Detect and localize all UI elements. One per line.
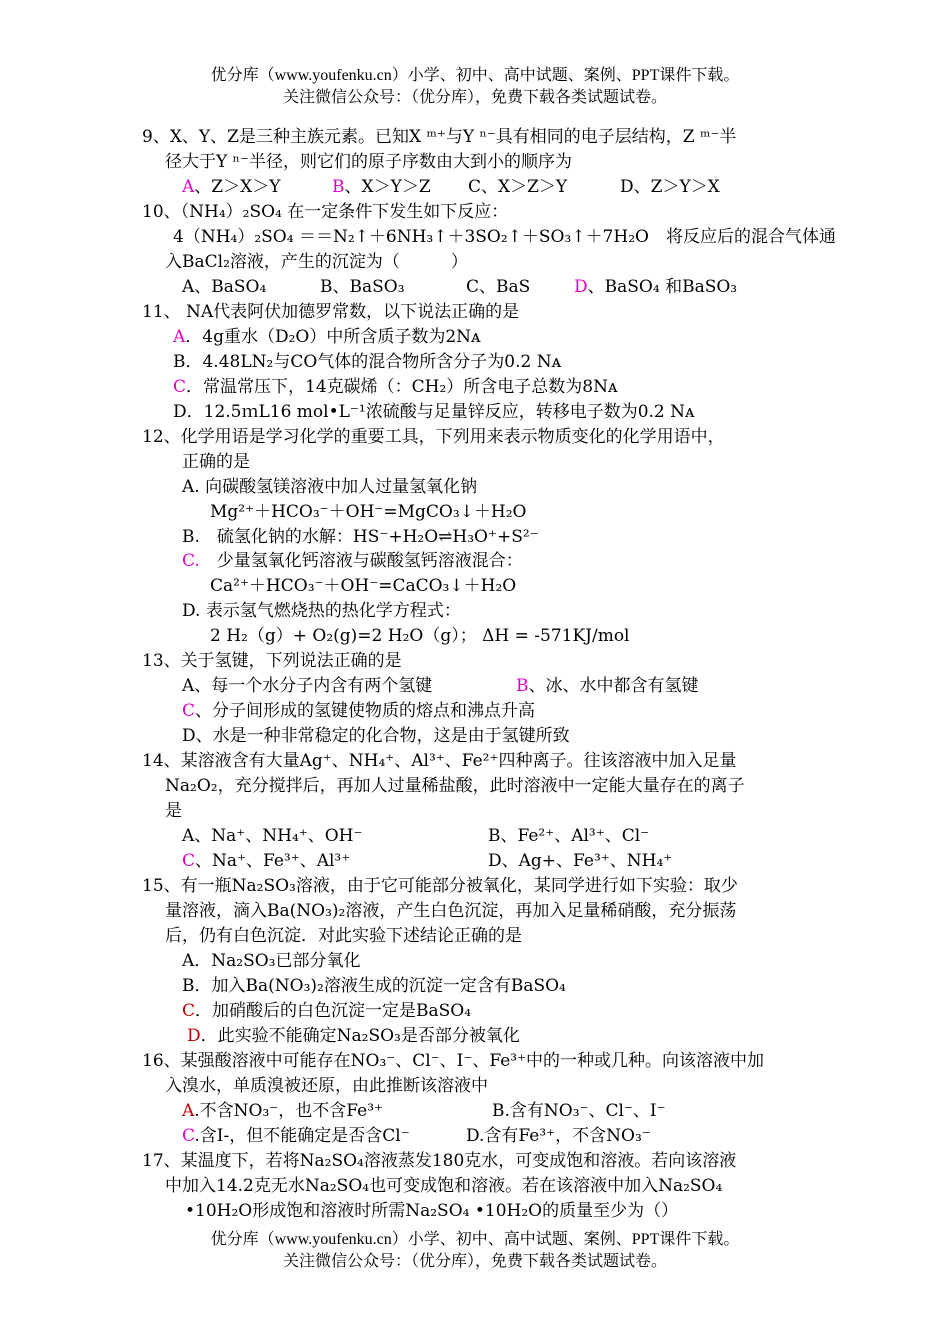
q9-options (182, 175, 720, 200)
q9-option-d: D、Z＞Y＞X (620, 177, 720, 197)
q16-option-a: .不含NO₃⁻，也不含Fe³⁺ (194, 1101, 383, 1121)
q9-line-1: 9、X、Y、Z是三种主族元素。已知X ᵐ⁺与Y ⁿ⁻具有相同的电子层结构，Z ᵐ⁻半 (142, 127, 737, 147)
q10-options (182, 275, 737, 300)
q14-line-2: Na₂O₂，充分搅拌后，再加人过量稀盐酸，此时溶液中一定能大量存在的离子 (165, 776, 745, 796)
q10-line-3: 入BaCl₂溶液，产生的沉淀为（ ） (165, 252, 468, 272)
q15-option-d: ．此实验不能确定Na₂SO₃是否部分被氧化 (200, 1026, 520, 1046)
q11-option-a-letter: A (173, 327, 186, 347)
q16-options-ab (182, 1099, 666, 1124)
q12-line-2: 正确的是 (182, 452, 250, 472)
q12-option-c: 少量氢氧化钙溶液与碳酸氢钙溶液混合： (199, 551, 523, 571)
q13-options-ab (182, 674, 699, 699)
q13-option-c-row (182, 699, 535, 724)
q12-option-a: A. 向碳酸氢镁溶液中加人过量氢氧化钠 (182, 477, 478, 497)
q15-option-d-letter: D (187, 1026, 201, 1046)
q11-option-c-row (173, 375, 618, 400)
page-footer (0, 1229, 950, 1273)
q14-option-c: 、Na⁺、Fe³⁺、Al³⁺ (195, 851, 351, 871)
q12-option-d: D. 表示氢气燃烧热的热化学方程式： (182, 601, 461, 621)
q13-option-c-letter: C (182, 701, 196, 721)
q14-option-d: D、Ag+、Fe³⁺、NH₄⁺ (488, 851, 673, 871)
q9-option-a-letter: A (182, 177, 195, 197)
q13-line-1: 13、关于氢键，下列说法正确的是 (142, 651, 402, 671)
q9-option-a: 、Z＞X＞Y (194, 177, 281, 197)
q11-option-d: D．12.5ｍL16 mol•L⁻¹浓硫酸与足量锌反应，转移电子数为0.2 Nᴀ (173, 402, 695, 422)
header-line-1: 优分库（www.youfenku.cn）小学、初中、高中试题、案例、PPT课件下载。 (210, 67, 740, 84)
q14-options-cd (182, 849, 672, 874)
q15-option-c-row (182, 999, 471, 1024)
q15-option-d-row (187, 1024, 520, 1049)
q13-option-c: 、分子间形成的氢键使物质的熔点和沸点升高 (195, 701, 536, 721)
q14-option-b: B、Fe²⁺、Al³⁺、Cl⁻ (488, 826, 650, 846)
q13-option-b-letter: B (516, 676, 529, 696)
q16-option-d: D.含有Fe³⁺，不含NO₃⁻ (466, 1126, 651, 1146)
q11-option-c: ．常温常压下，14克碳烯（：CH₂）所含电子总数为8Nᴀ (186, 377, 618, 397)
q13-option-a: A、每一个水分子内含有两个氢键 (182, 676, 433, 696)
q16-option-c: .含I-，但不能确定是否含Cl⁻ (194, 1126, 410, 1146)
q11-option-a-row (173, 325, 481, 350)
q14-options-ab (182, 824, 649, 849)
footer-line-1: 优分库（www.youfenku.cn）小学、初中、高中试题、案例、PPT课件下载。 (210, 1231, 740, 1248)
q15-line-2: 量溶液，滴入Ba(NO₃)₂溶液，产生白色沉淀，再加入足量稀硝酸，充分振荡 (165, 901, 737, 921)
q9-option-b: 、X＞Y＞Z (344, 177, 431, 197)
header-line-2: 关注微信公众号：（优分库），免费下载各类试题试卷。 (282, 89, 667, 106)
q16-option-c-letter: C (182, 1126, 195, 1146)
q16-line-1: 16、某强酸溶液中可能存在NO₃⁻、Cl⁻、I⁻、Fe³⁺中的一种或几种。向该溶液中加 (142, 1051, 765, 1071)
q17-line-2: 中加入14.2克无水Na₂SO₄也可变成饱和溶液。若在该溶液中加入Na₂SO₄ (165, 1176, 723, 1196)
q12-option-d-equation: 2 H₂（g）+ O₂(g)=2 H₂O（g）； ΔH = -571KJ/mol (210, 626, 630, 646)
q12-option-b: B. 硫氢化钠的水解：HS⁻+H₂O⇌H₃O⁺+S²⁻ (182, 527, 539, 547)
q9-option-c: C、X＞Z＞Y (468, 177, 568, 197)
q15-option-c-letter: C (182, 1001, 196, 1021)
q12-option-c-letter: C. (182, 551, 200, 571)
q16-line-2: 入溴水，单质溴被还原，由此推断该溶液中 (165, 1076, 488, 1096)
q10-option-b: B、BaSO₃ (320, 277, 405, 297)
page-header (0, 65, 950, 109)
q11-option-a: ．4g重水（D₂O）中所含质子数为2Nᴀ (185, 327, 481, 347)
q12-option-c-row (182, 549, 523, 574)
q9-option-b-letter: B (332, 177, 345, 197)
q11-option-b: B．4.48LN₂与CO气体的混合物所含分子为0.2 Nᴀ (173, 352, 562, 372)
q14-option-a: A、Na⁺、NH₄⁺、OH⁻ (182, 826, 363, 846)
q16-option-a-letter: A (182, 1101, 195, 1121)
q12-option-c-equation: Ca²⁺＋HCO₃⁻＋OH⁻=CaCO₃↓＋H₂O (210, 576, 517, 596)
q16-options-cd (182, 1124, 651, 1149)
q11-option-c-letter: C (173, 377, 187, 397)
q10-option-d-letter: D (574, 277, 588, 297)
q13-option-d: D、水是一种非常稳定的化合物，这是由于氢键所致 (182, 726, 570, 746)
q14-option-c-letter: C (182, 851, 196, 871)
q10-option-a: A、BaSO₄ (182, 277, 267, 297)
q15-option-b: B．加入Ba(NO₃)₂溶液生成的沉淀一定含有BaSO₄ (182, 976, 566, 996)
q12-option-a-equation: Mg²⁺＋HCO₃⁻＋OH⁻=MgCO₃↓＋H₂O (210, 502, 527, 522)
q16-option-b: B.含有NO₃⁻、Cl⁻、I⁻ (492, 1101, 666, 1121)
footer-line-2: 关注微信公众号：（优分库），免费下载各类试题试卷。 (282, 1253, 667, 1270)
q10-line-2: 4（NH₄）₂SO₄ ＝＝N₂↑＋6NH₃↑＋3SO₂↑＋SO₃↑＋7H₂O 将反应后的混合气体通 (173, 227, 836, 247)
q9-line-2: 径大于Y ⁿ⁻半径，则它们的原子序数由大到小的顺序为 (165, 152, 572, 172)
q15-option-a: A．Na₂SO₃已部分氧化 (182, 951, 361, 971)
q10-option-d: 、BaSO₄ 和BaSO₃ (587, 277, 738, 297)
q17-line-3: •10H₂O形成饱和溶液时所需Na₂SO₄ •10H₂O的质量至少为（） (185, 1201, 679, 1221)
q14-line-3: 是 (165, 801, 182, 821)
q15-line-3: 后，仍有白色沉淀．对此实验下述结论正确的是 (165, 926, 522, 946)
q17-line-1: 17、某温度下，若将Na₂SO₄溶液蒸发180克水，可变成饱和溶液。若向该溶液 (142, 1151, 737, 1171)
q12-line-1: 12、化学用语是学习化学的重要工具，下列用来表示物质变化的化学用语中， (142, 427, 725, 447)
q10-option-c: C、BaS (466, 277, 531, 297)
q11-line-1: 11、 NA代表阿伏加德罗常数，以下说法正确的是 (142, 302, 520, 322)
q15-line-1: 15、有一瓶Na₂SO₃溶液，由于它可能部分被氧化，某同学进行如下实验：取少 (142, 876, 738, 896)
q15-option-c: ．加硝酸后的白色沉淀一定是BaSO₄ (195, 1001, 472, 1021)
q13-option-b: 、冰、水中都含有氢键 (528, 676, 699, 696)
q14-line-1: 14、某溶液含有大量Ag⁺、NH₄⁺、Al³⁺、Fe²⁺四种离子。往该溶液中加入足量 (142, 751, 737, 771)
q10-line-1: 10、（NH₄）₂SO₄ 在一定条件下发生如下反应： (142, 202, 509, 222)
